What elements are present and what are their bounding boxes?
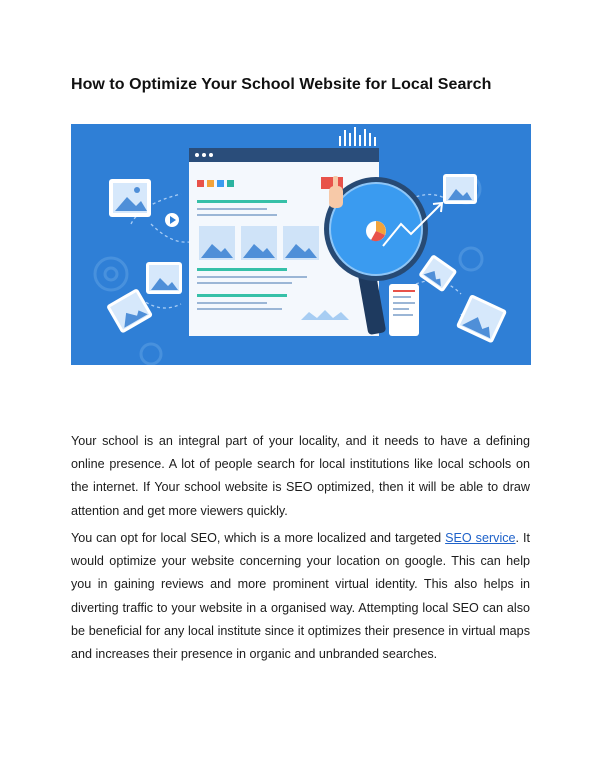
paragraph-text: . It would optimize your website concerning your location on google. This can help you in gaining reviews and more prominent virtual identity. This also helps in diverting traffic to your website in a organised way. Attempting local SEO can also be beneficial for any local institute since it optimizes their presence in virtual maps and increases their presence in organic and unbranded searches. [71,531,530,662]
paragraph-text: You can opt for local SEO, which is a more localized and targeted [71,531,446,545]
paragraph [71,527,530,666]
seo-service-link[interactable]: SEO service [445,531,516,545]
article-title: How to Optimize Your School Website for Local Search [71,76,492,93]
hero-illustration [71,124,531,365]
play-icon [165,213,179,227]
paragraph: Your school is an integral part of your locality, and it needs to have a defining online presence. A lot of people search for local institutions like local schools on the internet. If Your school website is SEO optimized, then it will be able to draw attention and get more viewers quickly. [71,434,530,518]
bar-chart-icon [339,127,376,146]
mobile-phone-icon [389,284,419,336]
